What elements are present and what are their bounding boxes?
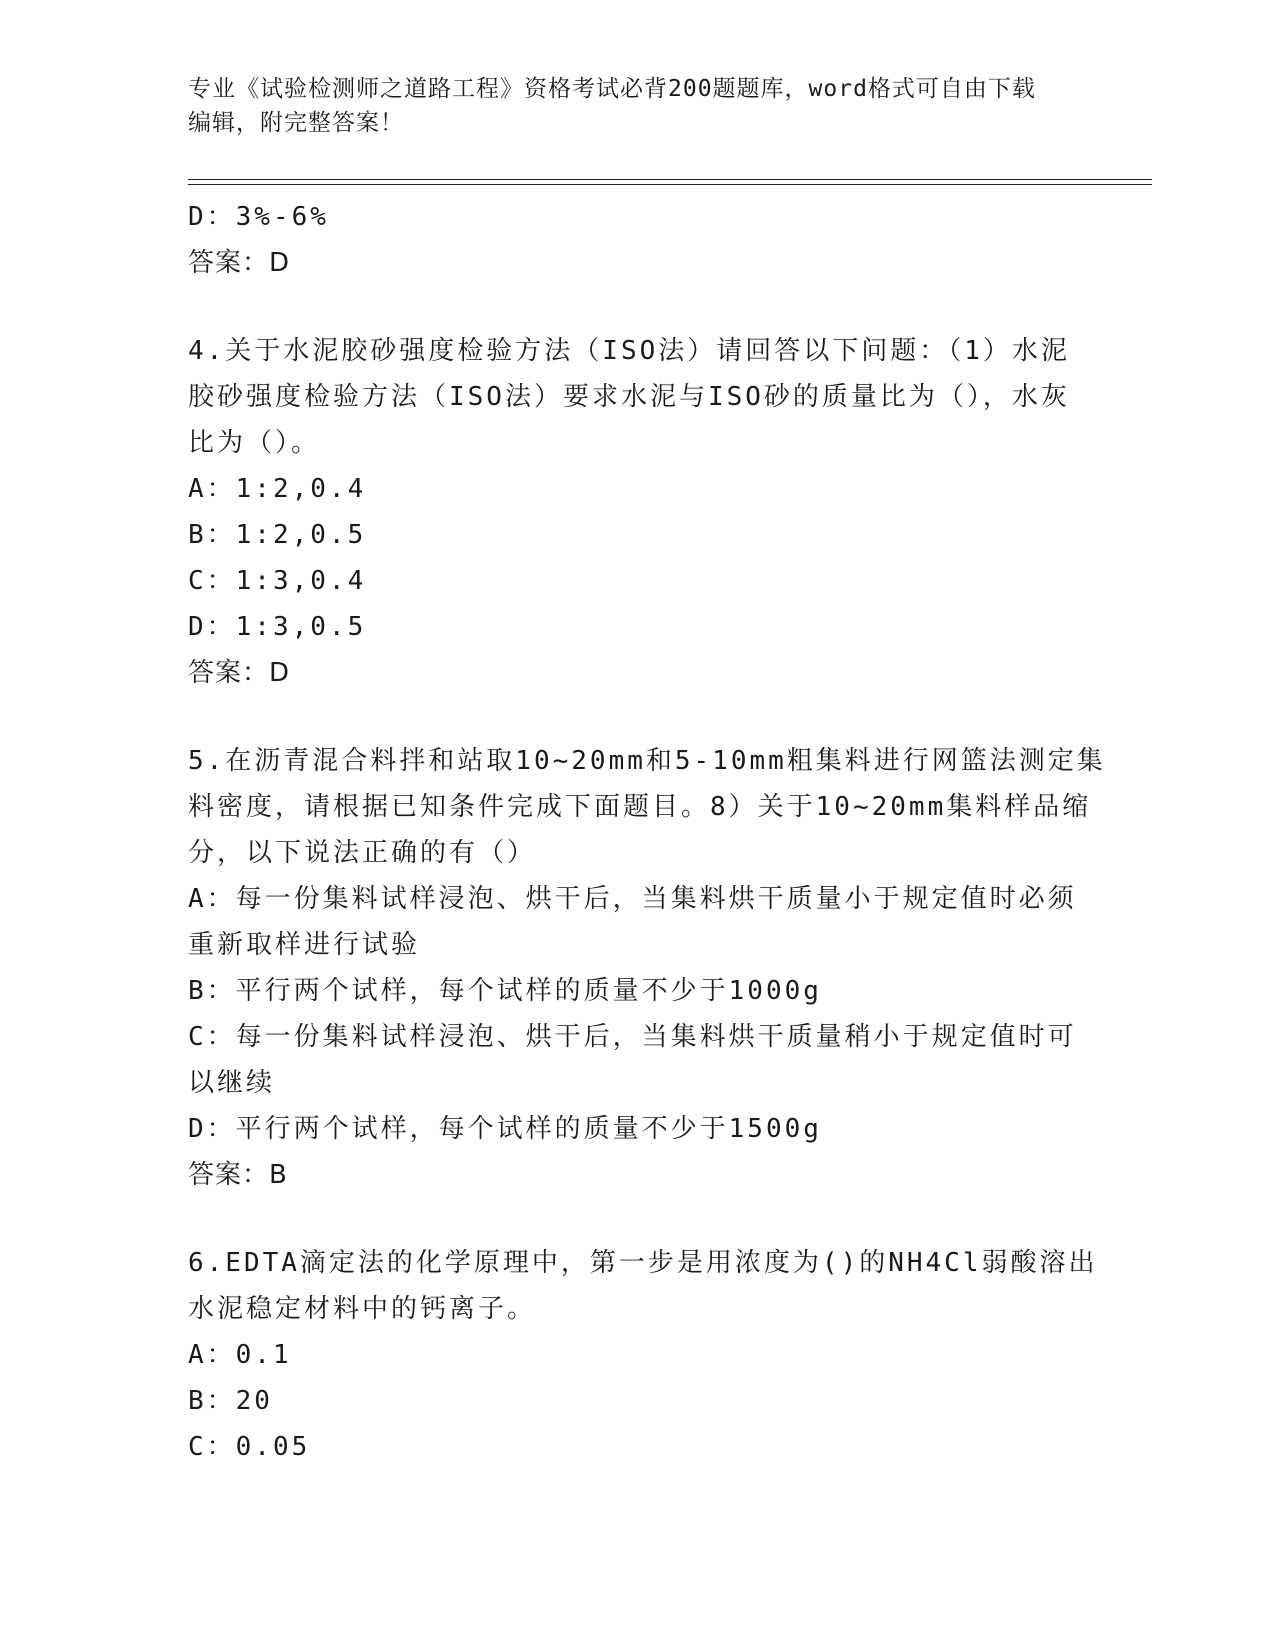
question-stem-line: 分，以下说法正确的有（）	[188, 838, 537, 868]
option-c-line: C：每一份集料试样浸泡、烘干后，当集料烘干质量稍小于规定值时可	[188, 1022, 1077, 1052]
question-stem-line: 6.EDTA滴定法的化学原理中，第一步是用浓度为()的NH4Cl弱酸溶出	[188, 1248, 1098, 1278]
question-5	[188, 738, 1106, 1198]
spacer	[188, 286, 1088, 328]
option-d: D：平行两个试样，每个试样的质量不少于1500g	[188, 1114, 822, 1144]
option-c-line: 以继续	[188, 1068, 276, 1098]
document-header	[188, 72, 1068, 140]
option-d: D：1:3,0.5	[188, 612, 367, 642]
spacer	[188, 1198, 1088, 1240]
spacer	[188, 696, 1088, 738]
header-title-line-1: 专业《试验检测师之道路工程》资格考试必背200题题库，word格式可自由下载	[188, 76, 1036, 102]
header-divider-top	[188, 179, 1152, 180]
question-stem-line: 水泥稳定材料中的钙离子。	[188, 1294, 537, 1324]
option-a: A：1:2,0.4	[188, 474, 367, 504]
question-stem-line: 胶砂强度检验方法（ISO法）要求水泥与ISO砂的质量比为（），水灰	[188, 382, 1070, 412]
header-title-line-2: 编辑，附完整答案！	[188, 110, 404, 136]
question-stem-line: 料密度，请根据已知条件完成下面题目。8）关于10~20mm集料样品缩	[188, 792, 1092, 822]
option-a-line: A：每一份集料试样浸泡、烘干后，当集料烘干质量小于规定值时必须	[188, 884, 1077, 914]
document-body	[188, 194, 1106, 1470]
question-3-fragment	[188, 194, 1088, 286]
question-stem-line: 4.关于水泥胶砂强度检验方法（ISO法）请回答以下问题：（1）水泥	[188, 336, 1070, 366]
option-b: B：平行两个试样，每个试样的质量不少于1000g	[188, 976, 822, 1006]
option-c: C：0.05	[188, 1432, 311, 1462]
question-4	[188, 328, 1088, 696]
header-divider-bottom	[188, 184, 1152, 185]
option-c: C：1:3,0.4	[188, 566, 367, 596]
answer-label: 答案：D	[188, 658, 291, 688]
answer-label: 答案：B	[188, 1160, 288, 1190]
question-stem-line: 5.在沥青混合料拌和站取10~20mm和5-10mm粗集料进行网篮法测定集	[188, 746, 1106, 776]
option-a-line: 重新取样进行试验	[188, 930, 421, 960]
option-d: D：3%-6%	[188, 202, 329, 232]
question-stem-line: 比为（）。	[188, 428, 321, 458]
option-b: B：1:2,0.5	[188, 520, 367, 550]
answer-label: 答案：D	[188, 248, 291, 278]
option-a: A：0.1	[188, 1340, 292, 1370]
question-6	[188, 1240, 1098, 1470]
option-b: B：20	[188, 1386, 273, 1416]
